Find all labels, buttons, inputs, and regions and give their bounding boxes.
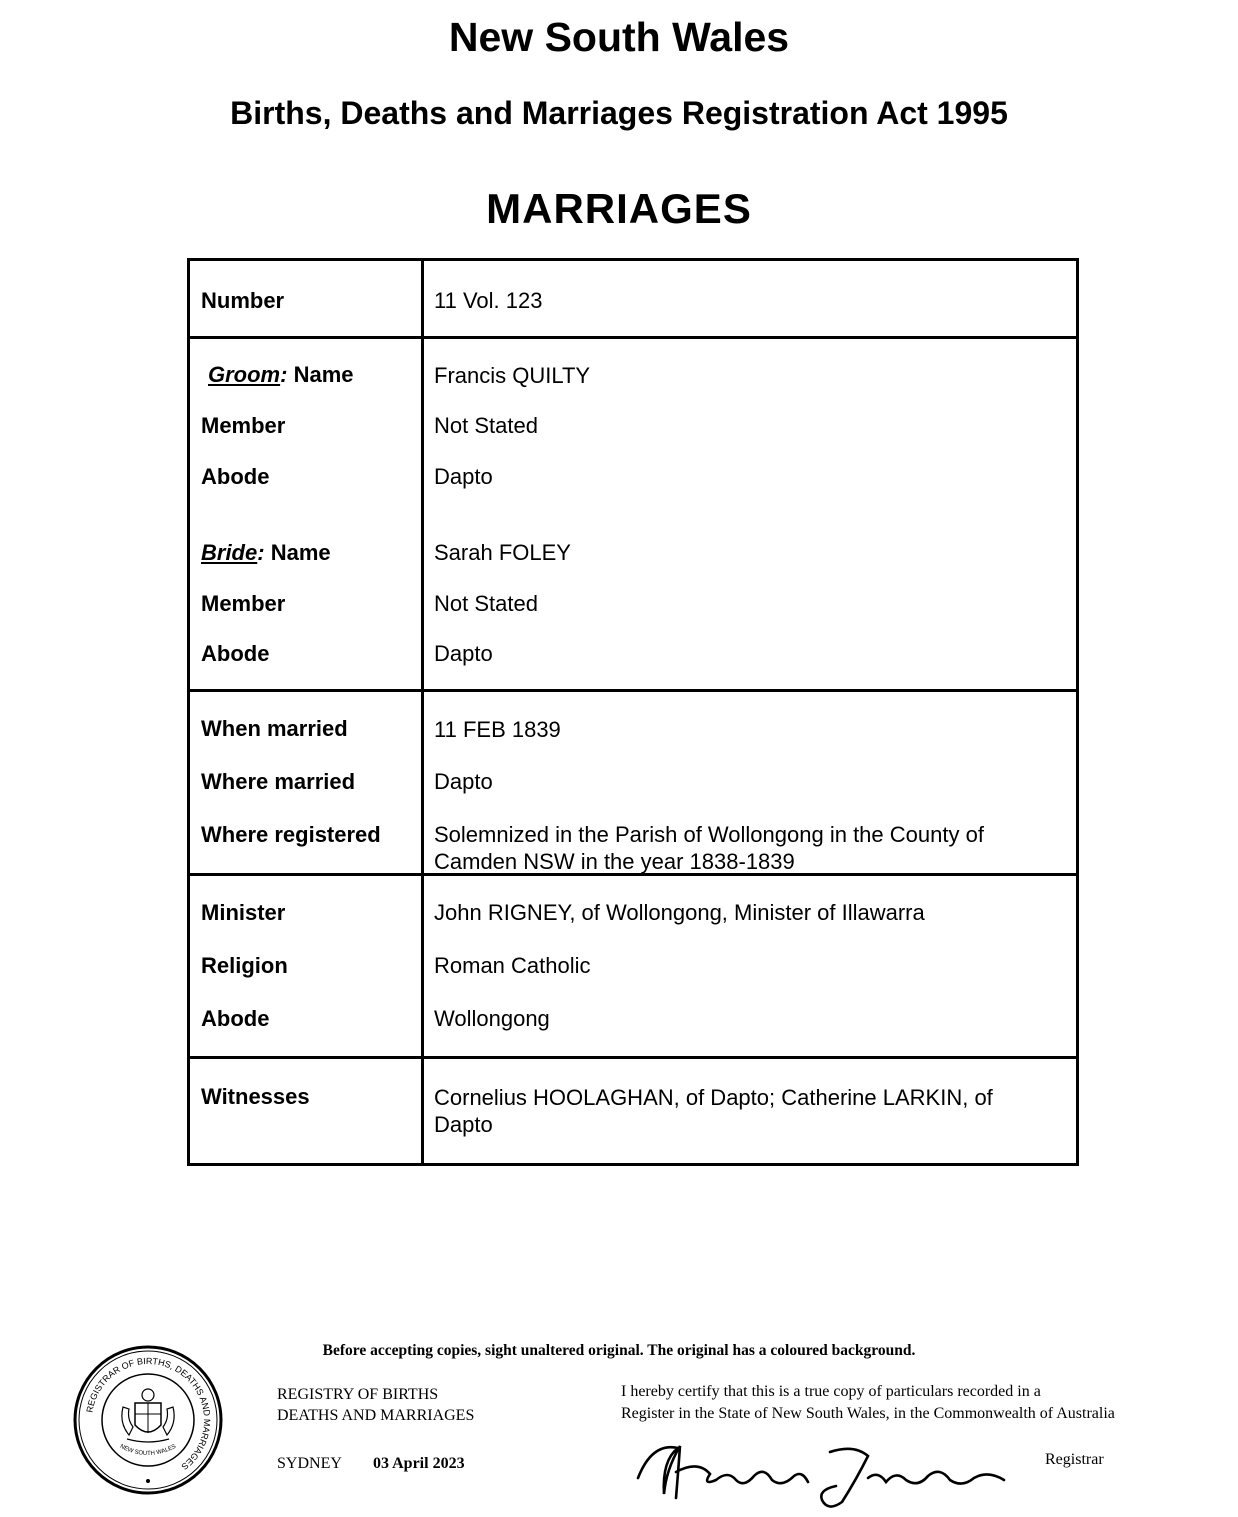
column-divider [421, 261, 424, 1163]
groom-name-label: Groom: Name [208, 362, 354, 387]
religion-value: Roman Catholic [434, 953, 591, 978]
groom-abode-value: Dapto [434, 464, 493, 489]
registrar-seal [73, 1345, 223, 1495]
where-married-value: Dapto [434, 769, 493, 794]
issue-date: 03 April 2023 [373, 1455, 465, 1472]
registry-line-2: DEATHS AND MARRIAGES [277, 1407, 475, 1424]
bride-abode-value: Dapto [434, 641, 493, 666]
number-value: 11 Vol. 123 [434, 288, 543, 313]
where-registered-label: Where registered [201, 822, 381, 847]
certify-line-2: Register in the State of New South Wales, in the Commonwealth of Australia [621, 1405, 1115, 1422]
witnesses-value: Cornelius HOOLAGHAN, of Dapto; Catherine LARKIN, of Dapto [434, 1085, 993, 1137]
groom-name-value: Francis QUILTY [434, 363, 591, 388]
registry-line-1: REGISTRY OF BIRTHS [277, 1386, 439, 1403]
bride-abode-label: Abode [201, 641, 270, 666]
where-registered-value: Solemnized in the Parish of Wollongong in the County of Camden NSW in the year 1838-1839 [434, 822, 984, 874]
seal-inner-text: NEW SOUTH WALES [118, 1443, 178, 1458]
bride-name-caption: Name [270, 540, 331, 565]
seal-ring-text: REGISTRAR OF BIRTHS, DEATHS AND MARRIAGES [84, 1355, 213, 1472]
marriage-record-table [187, 258, 1079, 1166]
svg-text:NEW SOUTH WALES [119, 1444, 177, 1457]
groom-name-caption: Name [293, 362, 354, 387]
bride-role-label: Bride [201, 540, 258, 565]
bride-name-label: Bride: Name [201, 540, 331, 565]
groom-abode-label: Abode [201, 464, 270, 489]
minister-abode-value: Wollongong [434, 1006, 550, 1031]
minister-abode-label: Abode [201, 1006, 270, 1031]
document-state-title: New South Wales [448, 14, 790, 60]
where-married-label: Where married [201, 769, 356, 794]
minister-label: Minister [201, 900, 286, 925]
groom-member-label: Member [201, 413, 286, 438]
copy-notice: Before accepting copies, sight unaltered original. The original has a coloured background. [322, 1342, 916, 1359]
bride-member-value: Not Stated [434, 591, 538, 616]
certify-line-1: I hereby certify that this is a true copy of particulars recorded in a [621, 1383, 1041, 1400]
row-divider [190, 1056, 1076, 1059]
groom-role-label: Groom [208, 362, 281, 387]
document-act-title: Births, Deaths and Marriages Registration Act 1995 [230, 95, 1008, 131]
record-type-heading: MARRIAGES [486, 185, 752, 232]
when-married-label: When married [201, 716, 348, 741]
bride-member-label: Member [201, 591, 286, 616]
when-married-value: 11 FEB 1839 [434, 717, 561, 742]
bride-name-value: Sarah FOLEY [434, 540, 571, 565]
groom-member-value: Not Stated [434, 413, 538, 438]
religion-label: Religion [201, 953, 288, 978]
minister-value: John RIGNEY, of Wollongong, Minister of Illawarra [434, 900, 925, 925]
row-divider [190, 689, 1076, 692]
number-label: Number [201, 288, 285, 313]
row-divider [190, 336, 1076, 339]
registrar-label: Registrar [1045, 1451, 1104, 1468]
issue-city: SYDNEY [277, 1455, 342, 1472]
witnesses-label: Witnesses [201, 1084, 310, 1109]
registrar-signature [632, 1430, 1012, 1512]
